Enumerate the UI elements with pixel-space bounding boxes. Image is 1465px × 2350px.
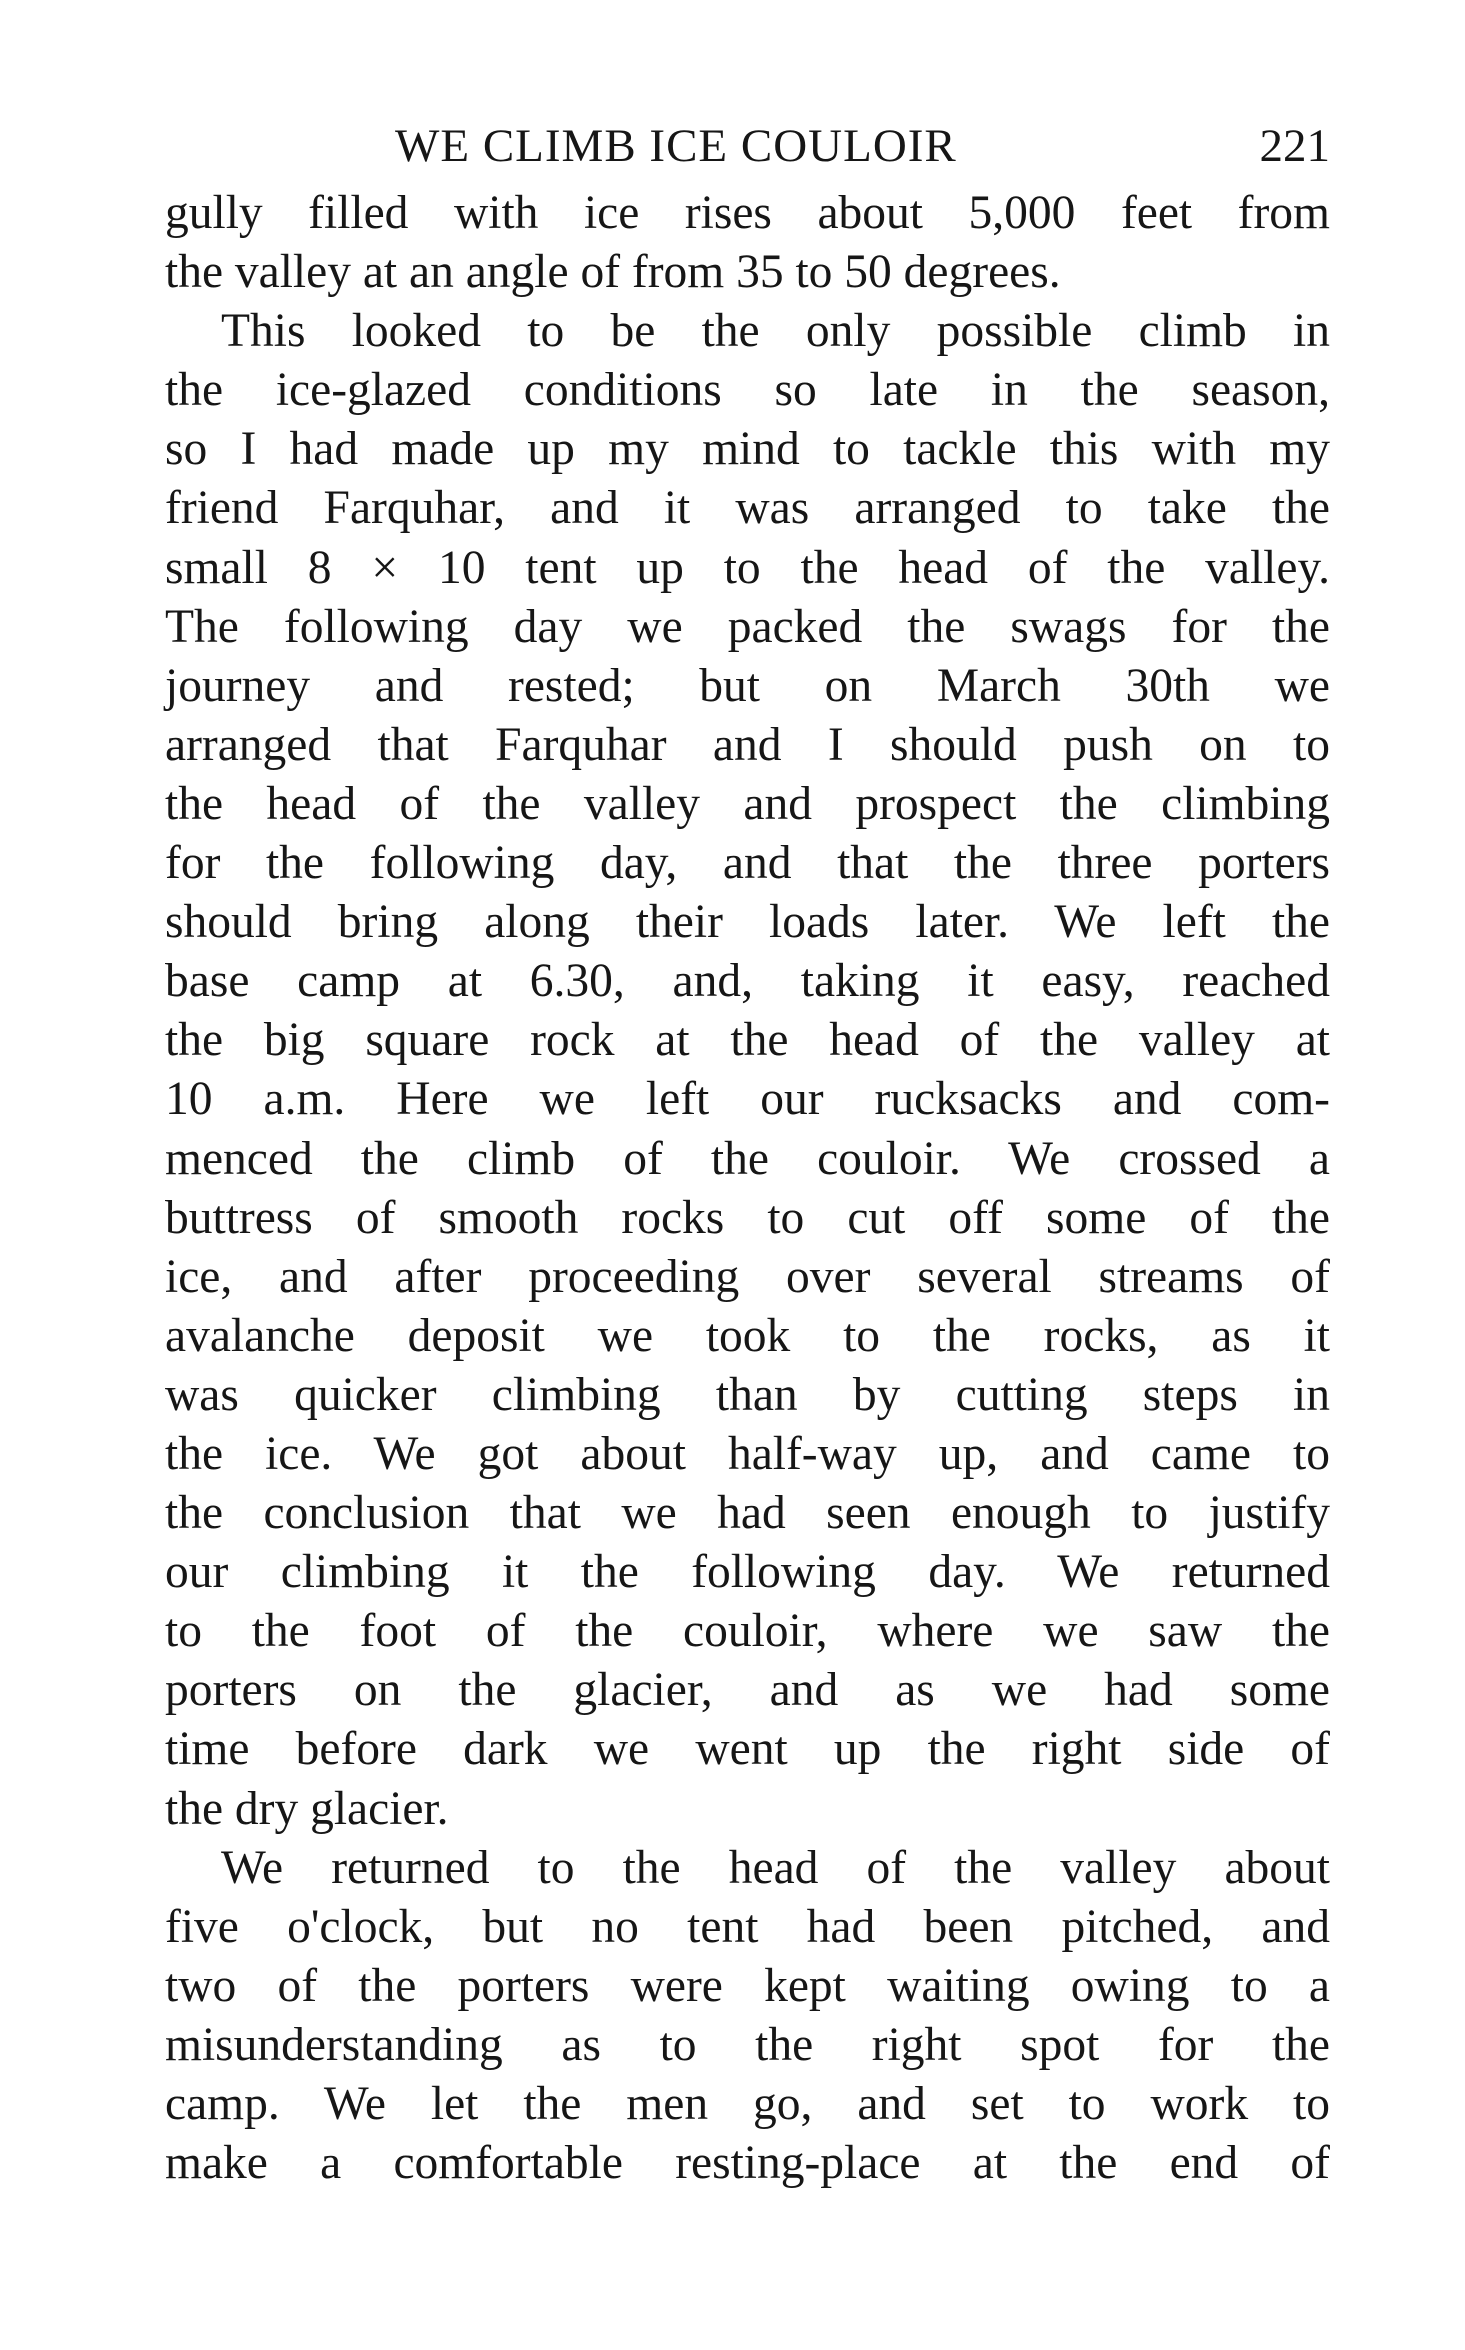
text-line: menced the climb of the couloir. We crossed a [165, 1132, 1330, 1185]
text-line: so I had made up my mind to tackle this with my [165, 423, 1330, 476]
text-line: gully filled with ice rises about 5,000 feet from [165, 187, 1330, 239]
text-line: the dry glacier. [165, 1782, 449, 1835]
body-text [165, 184, 1330, 2193]
page-number: 221 [1259, 120, 1330, 172]
text-line: porters on the glacier, and as we had some [165, 1664, 1330, 1717]
text-line: avalanche deposit we took to the rocks, as it [165, 1309, 1330, 1362]
text-line: We returned to the head of the valley about [221, 1841, 1330, 1894]
text-line: the head of the valley and prospect the climbing [165, 777, 1330, 830]
text-line: to the foot of the couloir, where we saw the [165, 1605, 1330, 1658]
text-line: for the following day, and that the three porters [165, 837, 1330, 890]
page-header [165, 108, 1330, 184]
text-line: five o'clock, but no tent had been pitched, and [165, 1900, 1330, 1953]
text-line: the ice. We got about half-way up, and came to [165, 1427, 1330, 1480]
text-line: time before dark we went up the right side of [165, 1723, 1330, 1776]
paragraph [165, 1839, 1330, 2194]
text-line: was quicker climbing than by cutting steps in [165, 1368, 1330, 1421]
text-line: the ice-glazed conditions so late in the season, [165, 364, 1330, 417]
book-page [165, 108, 1330, 2193]
text-line: make a comfortable resting-place at the end of [165, 2137, 1330, 2190]
text-line: the conclusion that we had seen enough to justify [165, 1487, 1330, 1540]
text-line: arranged that Farquhar and I should push on to [165, 718, 1330, 771]
paragraph [165, 302, 1330, 1838]
text-line: our climbing it the following day. We returned [165, 1546, 1330, 1599]
text-line: This looked to be the only possible climb in [221, 305, 1330, 358]
text-line: ice, and after proceeding over several streams of [165, 1250, 1330, 1303]
text-line: 10 a.m. Here we left our rucksacks and com- [165, 1073, 1330, 1126]
text-line: buttress of smooth rocks to cut off some of the [165, 1191, 1330, 1244]
running-title: WE CLIMB ICE COULOIR [395, 120, 957, 172]
text-line: journey and rested; but on March 30th we [165, 659, 1330, 712]
text-line: base camp at 6.30, and, taking it easy, reached [165, 955, 1330, 1008]
text-line: should bring along their loads later. We left the [165, 896, 1330, 949]
text-line: The following day we packed the swags for the [165, 600, 1330, 653]
paragraph [165, 184, 1330, 302]
text-line: camp. We let the men go, and set to work to [165, 2078, 1330, 2130]
text-line: small 8 × 10 tent up to the head of the valley. [165, 541, 1330, 594]
text-line: the valley at an angle of from 35 to 50 degrees. [165, 246, 1061, 299]
text-line: the big square rock at the head of the valley at [165, 1014, 1330, 1067]
text-line: two of the porters were kept waiting owing to a [165, 1959, 1330, 2012]
text-line: misunderstanding as to the right spot for the [165, 2018, 1330, 2071]
text-line: friend Farquhar, and it was arranged to take the [165, 482, 1330, 535]
